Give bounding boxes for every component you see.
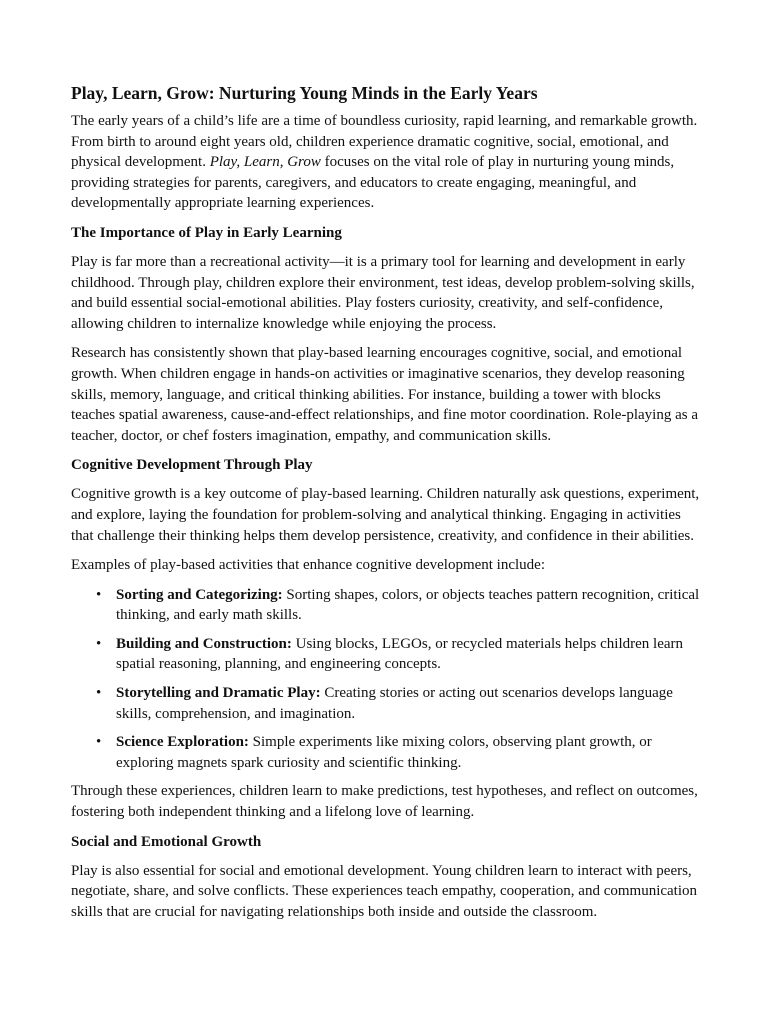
- list-item-text: Using blocks, LEGOs, or recycled materials helps children learn spatial reasoning, planning, and engineering concepts.: [116, 635, 684, 673]
- list-item-text: Creating stories or acting out scenarios develops language skills, comprehension, and imagination.: [116, 685, 673, 722]
- bullet-icon: •: [96, 635, 102, 652]
- intro-text-after: focuses on the vital role of play in nurturing young minds, providing strategies for parents, caregivers, and educators to create engaging, meaningful, and developmentally appropriate learning experiences.: [71, 154, 675, 212]
- document-title: Play, Learn, Grow: Nurturing Young Minds in the Early Years: [71, 83, 538, 103]
- bullet-icon: •: [96, 685, 102, 702]
- list-item: [71, 585, 701, 626]
- importance-paragraph-1: Play is far more than a recreational activity—it is a primary tool for learning and development in early childhood. Through play, children explore their environment, test ideas, develop problem-solving skills, and build essential social-emotional abilities. Play fosters curiosity, creativity, and self-confidence, allowing children to internalize knowledge while enjoying the process.: [71, 253, 695, 332]
- intro-paragraph: [71, 111, 701, 214]
- list-item-term: Storytelling and Dramatic Play:: [116, 685, 321, 702]
- section-heading-importance: The Importance of Play in Early Learning: [71, 224, 342, 241]
- document-body: [71, 82, 701, 931]
- list-item: [71, 732, 701, 773]
- intro-book-title: Play, Learn, Grow: [209, 154, 321, 171]
- bullet-icon: •: [96, 734, 102, 751]
- list-item-text: Simple experiments like mixing colors, observing plant growth, or exploring magnets spark curiosity and scientific thinking.: [116, 734, 652, 771]
- cognitive-paragraph-3: Through these experiences, children learn to make predictions, test hypotheses, and reflect on outcomes, fostering both independent thinking and a lifelong love of learning.: [71, 783, 698, 821]
- list-item: [71, 683, 701, 724]
- cognitive-paragraph-1: Cognitive growth is a key outcome of play-based learning. Children naturally ask questions, experiment, and explore, laying the foundation for problem-solving and analytical thinking. Engaging in activities that challenge their thinking helps them develop persistence, creativity, and confidence in their abilities.: [71, 486, 700, 544]
- list-item-term: Building and Construction:: [116, 635, 292, 652]
- bullet-icon: •: [96, 586, 102, 603]
- social-paragraph-1: Play is also essential for social and emotional development. Young children learn to interact with peers, negotiate, share, and solve conflicts. These experiences teach empathy, cooperation, and communication skills that are crucial for navigating relationships both inside and outside the classroom.: [71, 862, 698, 920]
- activity-list: [71, 585, 701, 774]
- list-item-term: Science Exploration:: [116, 734, 249, 751]
- intro-text-before: The early years of a child’s life are a time of boundless curiosity, rapid learning, and remarkable growth. From birth to around eight years old, children experience dramatic cognitive, social, emotional, and physical development.: [71, 113, 698, 171]
- importance-paragraph-2: Research has consistently shown that play-based learning encourages cognitive, social, and emotional growth. When children engage in hands-on activities or imaginative scenarios, they develop reasoning skills, memory, language, and critical thinking abilities. For instance, building a tower with blocks teaches spatial awareness, cause-and-effect relationships, and fine motor coordination. Role-playing as a teacher, doctor, or chef fosters imagination, empathy, and communication skills.: [71, 345, 698, 444]
- section-heading-cognitive: Cognitive Development Through Play: [71, 457, 313, 474]
- list-item: [71, 634, 701, 675]
- list-item-text: Sorting shapes, colors, or objects teaches pattern recognition, critical thinking, and early math skills.: [116, 586, 700, 624]
- section-heading-social: Social and Emotional Growth: [71, 833, 262, 850]
- list-item-term: Sorting and Categorizing:: [116, 586, 283, 603]
- cognitive-paragraph-2: Examples of play-based activities that enhance cognitive development include:: [71, 557, 546, 574]
